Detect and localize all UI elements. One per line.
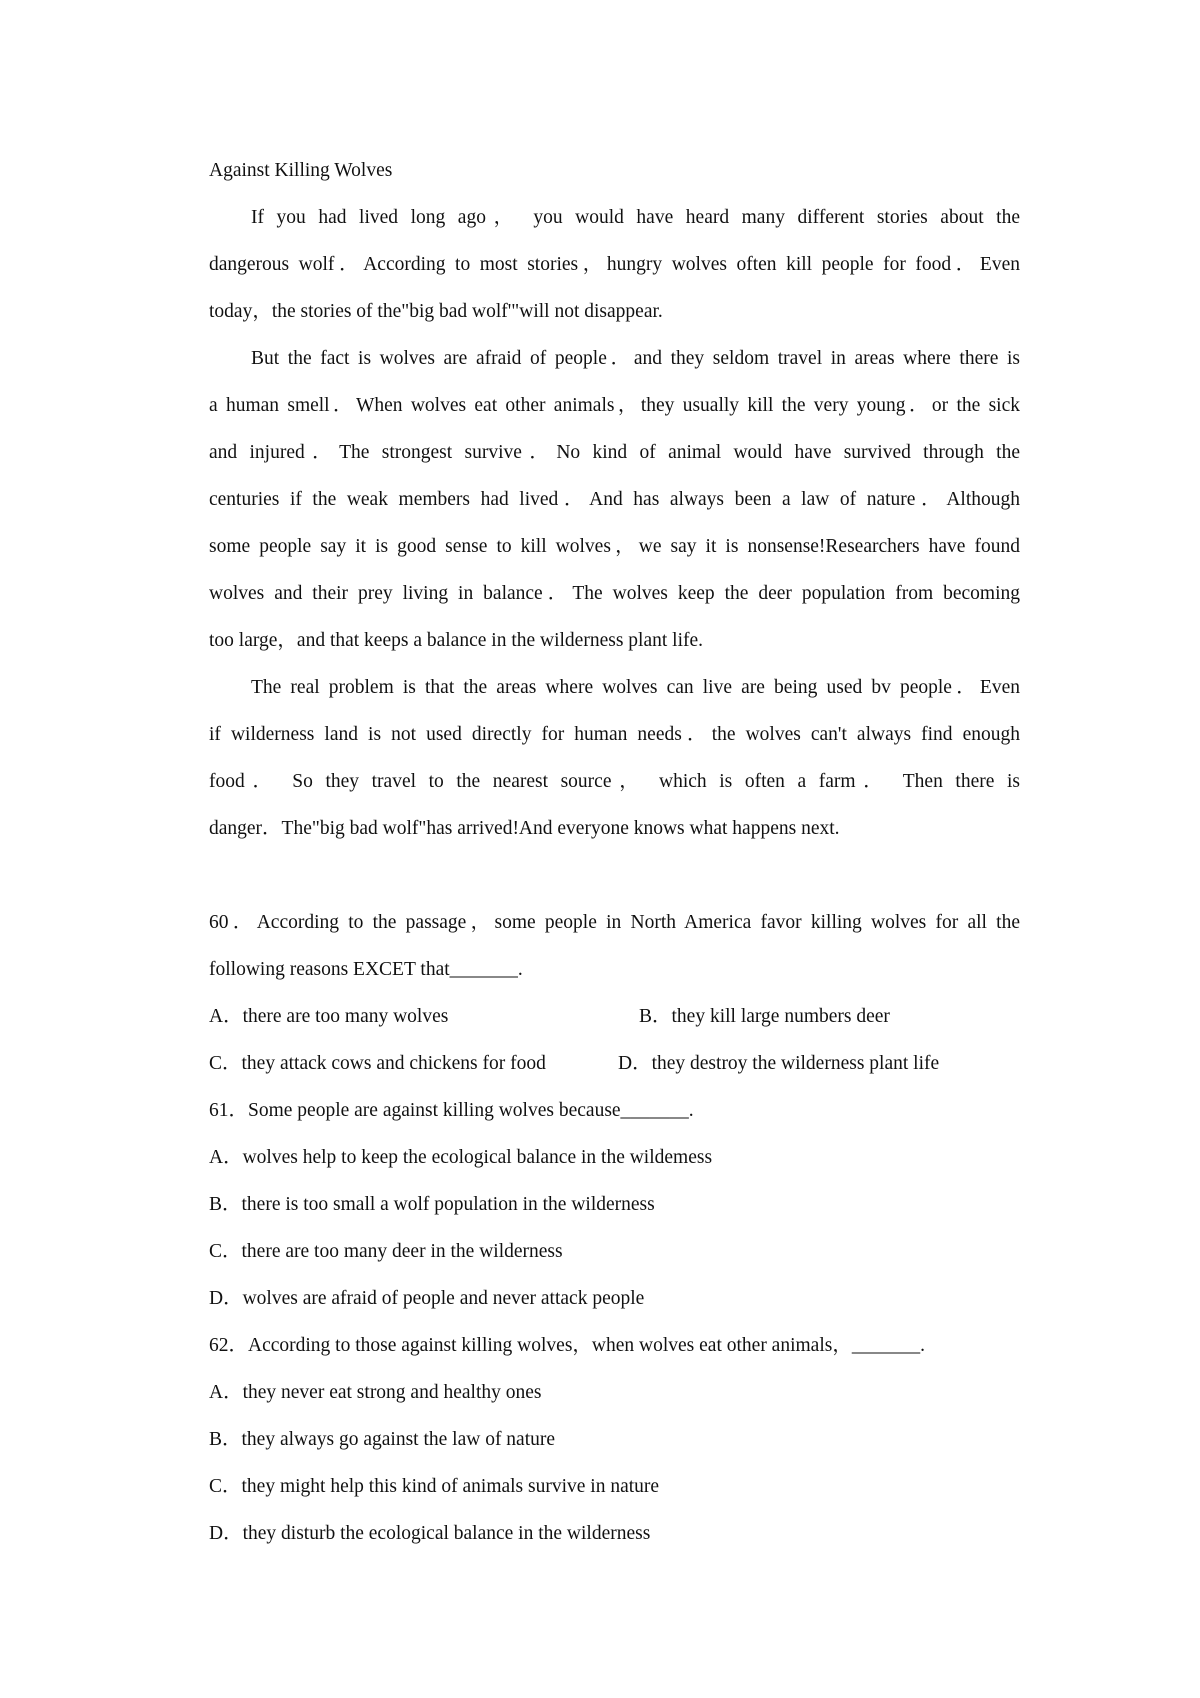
option-a[interactable]: A．they never eat strong and healthy ones <box>209 1382 542 1403</box>
paragraph-line: some people say it is good sense to kill wolves，we say it is nonsense!Researchers have found <box>209 536 1020 557</box>
question-stem: 61．Some people are against killing wolves because_______. <box>209 1100 694 1121</box>
option-c[interactable]: C．they attack cows and chickens for food <box>209 1053 546 1074</box>
option-a[interactable]: A．there are too many wolves <box>209 1006 449 1027</box>
paragraph-line: danger．The"big bad wolf"has arrived!And everyone knows what happens next. <box>209 818 840 839</box>
option-row <box>209 1007 1020 1027</box>
paragraph-line: too large，and that keeps a balance in the wilderness plant life. <box>209 630 704 651</box>
option-b[interactable]: B．there is too small a wolf population in the wilderness <box>209 1194 655 1215</box>
passage-title: Against Killing Wolves <box>209 160 393 181</box>
option-b[interactable]: B．they always go against the law of nature <box>209 1429 556 1450</box>
option-c[interactable]: C．they might help this kind of animals survive in nature <box>209 1476 660 1497</box>
paragraph-line: If you had lived long ago， you would have heard many different stories about the <box>251 207 1020 228</box>
option-row <box>209 1054 1020 1074</box>
option-d[interactable]: D．wolves are afraid of people and never attack people <box>209 1288 645 1309</box>
paragraph-line: food． So they travel to the nearest source， which is often a farm． Then there is <box>209 771 1020 792</box>
option-a[interactable]: A．wolves help to keep the ecological balance in the wildemess <box>209 1147 713 1168</box>
paragraph-line: But the fact is wolves are afraid of people．and they seldom travel in areas where there is <box>251 348 1020 369</box>
option-b[interactable]: B．they kill large numbers deer <box>639 1006 890 1027</box>
question-stem: 62．According to those against killing wolves，when wolves eat other animals，_______. <box>209 1335 925 1356</box>
paragraph-line: dangerous wolf．According to most stories，hungry wolves often kill people for food．Even <box>209 254 1020 275</box>
paragraph-line: The real problem is that the areas where wolves can live are being used bv people．Even <box>251 677 1020 698</box>
option-c[interactable]: C．there are too many deer in the wilderness <box>209 1241 563 1262</box>
question-stem: following reasons EXCET that_______. <box>209 959 523 980</box>
paragraph-line: a human smell．When wolves eat other animals，they usually kill the very young．or the sick <box>209 395 1020 416</box>
option-d[interactable]: D．they disturb the ecological balance in the wilderness <box>209 1523 651 1544</box>
paragraph-line: and injured．The strongest survive．No kind of animal would have survived through the <box>209 442 1020 463</box>
option-d[interactable]: D．they destroy the wilderness plant life <box>618 1053 940 1074</box>
paragraph-line: if wilderness land is not used directly for human needs．the wolves can't always find enough <box>209 724 1020 745</box>
paragraph-line: today，the stories of the"big bad wolf'"will not disappear. <box>209 301 663 322</box>
paragraph-line: wolves and their prey living in balance．The wolves keep the deer population from becoming <box>209 583 1020 604</box>
question-stem: 60．According to the passage，some people in North America favor killing wolves for all the <box>209 912 1020 933</box>
paragraph-line: centuries if the weak members had lived．And has always been a law of nature．Although <box>209 489 1020 510</box>
